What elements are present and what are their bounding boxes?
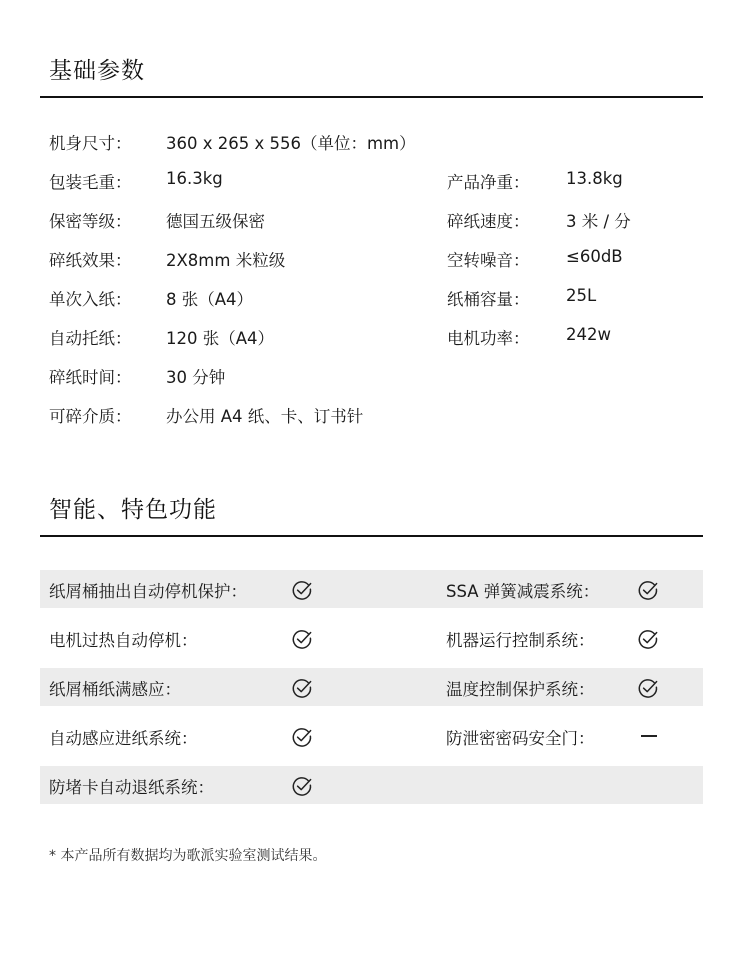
footnote: * 本产品所有数据均为歌派实验室测试结果。	[49, 848, 327, 864]
spec-row	[0, 247, 750, 271]
features-divider	[40, 535, 703, 537]
spec-value: 360 x 265 x 556（单位：mm）	[166, 134, 416, 153]
spec-value: 30 分钟	[166, 368, 226, 387]
spec-value: ≤60dB	[566, 247, 623, 266]
feature-row	[40, 717, 703, 755]
feature-label: 防泄密密码安全门：	[446, 729, 595, 748]
spec-label: 可碎介质：	[49, 407, 132, 426]
basic-params-divider	[40, 96, 703, 98]
feature-row	[40, 570, 703, 608]
feature-label: 机器运行控制系统：	[446, 631, 595, 650]
spec-label: 电机功率：	[447, 329, 530, 348]
spec-value: 242w	[566, 325, 611, 344]
check-icon	[291, 677, 313, 699]
feature-row	[40, 766, 703, 804]
feature-label: 温度控制保护系统：	[446, 680, 595, 699]
spec-value: 120 张（A4）	[166, 329, 275, 348]
feature-row	[40, 668, 703, 706]
dash-icon	[641, 735, 657, 737]
spec-value: 办公用 A4 纸、卡、订书针	[166, 407, 364, 426]
spec-label: 包装毛重：	[49, 173, 132, 192]
spec-row	[0, 364, 750, 388]
feature-label: 纸屑桶抽出自动停机保护：	[49, 582, 247, 601]
check-icon	[291, 628, 313, 650]
spec-row	[0, 130, 750, 154]
spec-row	[0, 208, 750, 232]
check-icon	[291, 726, 313, 748]
check-icon	[637, 579, 659, 601]
spec-value: 25L	[566, 286, 597, 305]
spec-label: 保密等级：	[49, 212, 132, 231]
basic-params-title: 基础参数	[49, 58, 145, 84]
feature-row	[40, 619, 703, 657]
spec-row	[0, 169, 750, 193]
spec-label: 纸桶容量：	[447, 290, 530, 309]
spec-value: 8 张（A4）	[166, 290, 254, 309]
spec-value: 16.3kg	[166, 169, 223, 188]
spec-row	[0, 325, 750, 349]
spec-value: 3 米 / 分	[566, 212, 631, 231]
feature-label: 电机过热自动停机：	[49, 631, 198, 650]
feature-label: SSA 弹簧减震系统：	[446, 582, 600, 601]
feature-label: 自动感应进纸系统：	[49, 729, 198, 748]
check-icon	[291, 775, 313, 797]
spec-label: 碎纸时间：	[49, 368, 132, 387]
features-title: 智能、特色功能	[49, 497, 217, 523]
spec-label: 空转噪音：	[447, 251, 530, 270]
spec-label: 碎纸效果：	[49, 251, 132, 270]
feature-label: 纸屑桶纸满感应：	[49, 680, 181, 699]
check-icon	[637, 677, 659, 699]
spec-value: 13.8kg	[566, 169, 623, 188]
spec-label: 自动托纸：	[49, 329, 132, 348]
spec-label: 单次入纸：	[49, 290, 132, 309]
spec-label: 碎纸速度：	[447, 212, 530, 231]
spec-row	[0, 286, 750, 310]
spec-label: 机身尺寸：	[49, 134, 132, 153]
spec-value: 2X8mm 米粒级	[166, 251, 286, 270]
spec-label: 产品净重：	[447, 173, 530, 192]
feature-label: 防堵卡自动退纸系统：	[49, 778, 214, 797]
check-icon	[637, 628, 659, 650]
spec-value: 德国五级保密	[166, 212, 265, 231]
check-icon	[291, 579, 313, 601]
spec-row	[0, 403, 750, 427]
